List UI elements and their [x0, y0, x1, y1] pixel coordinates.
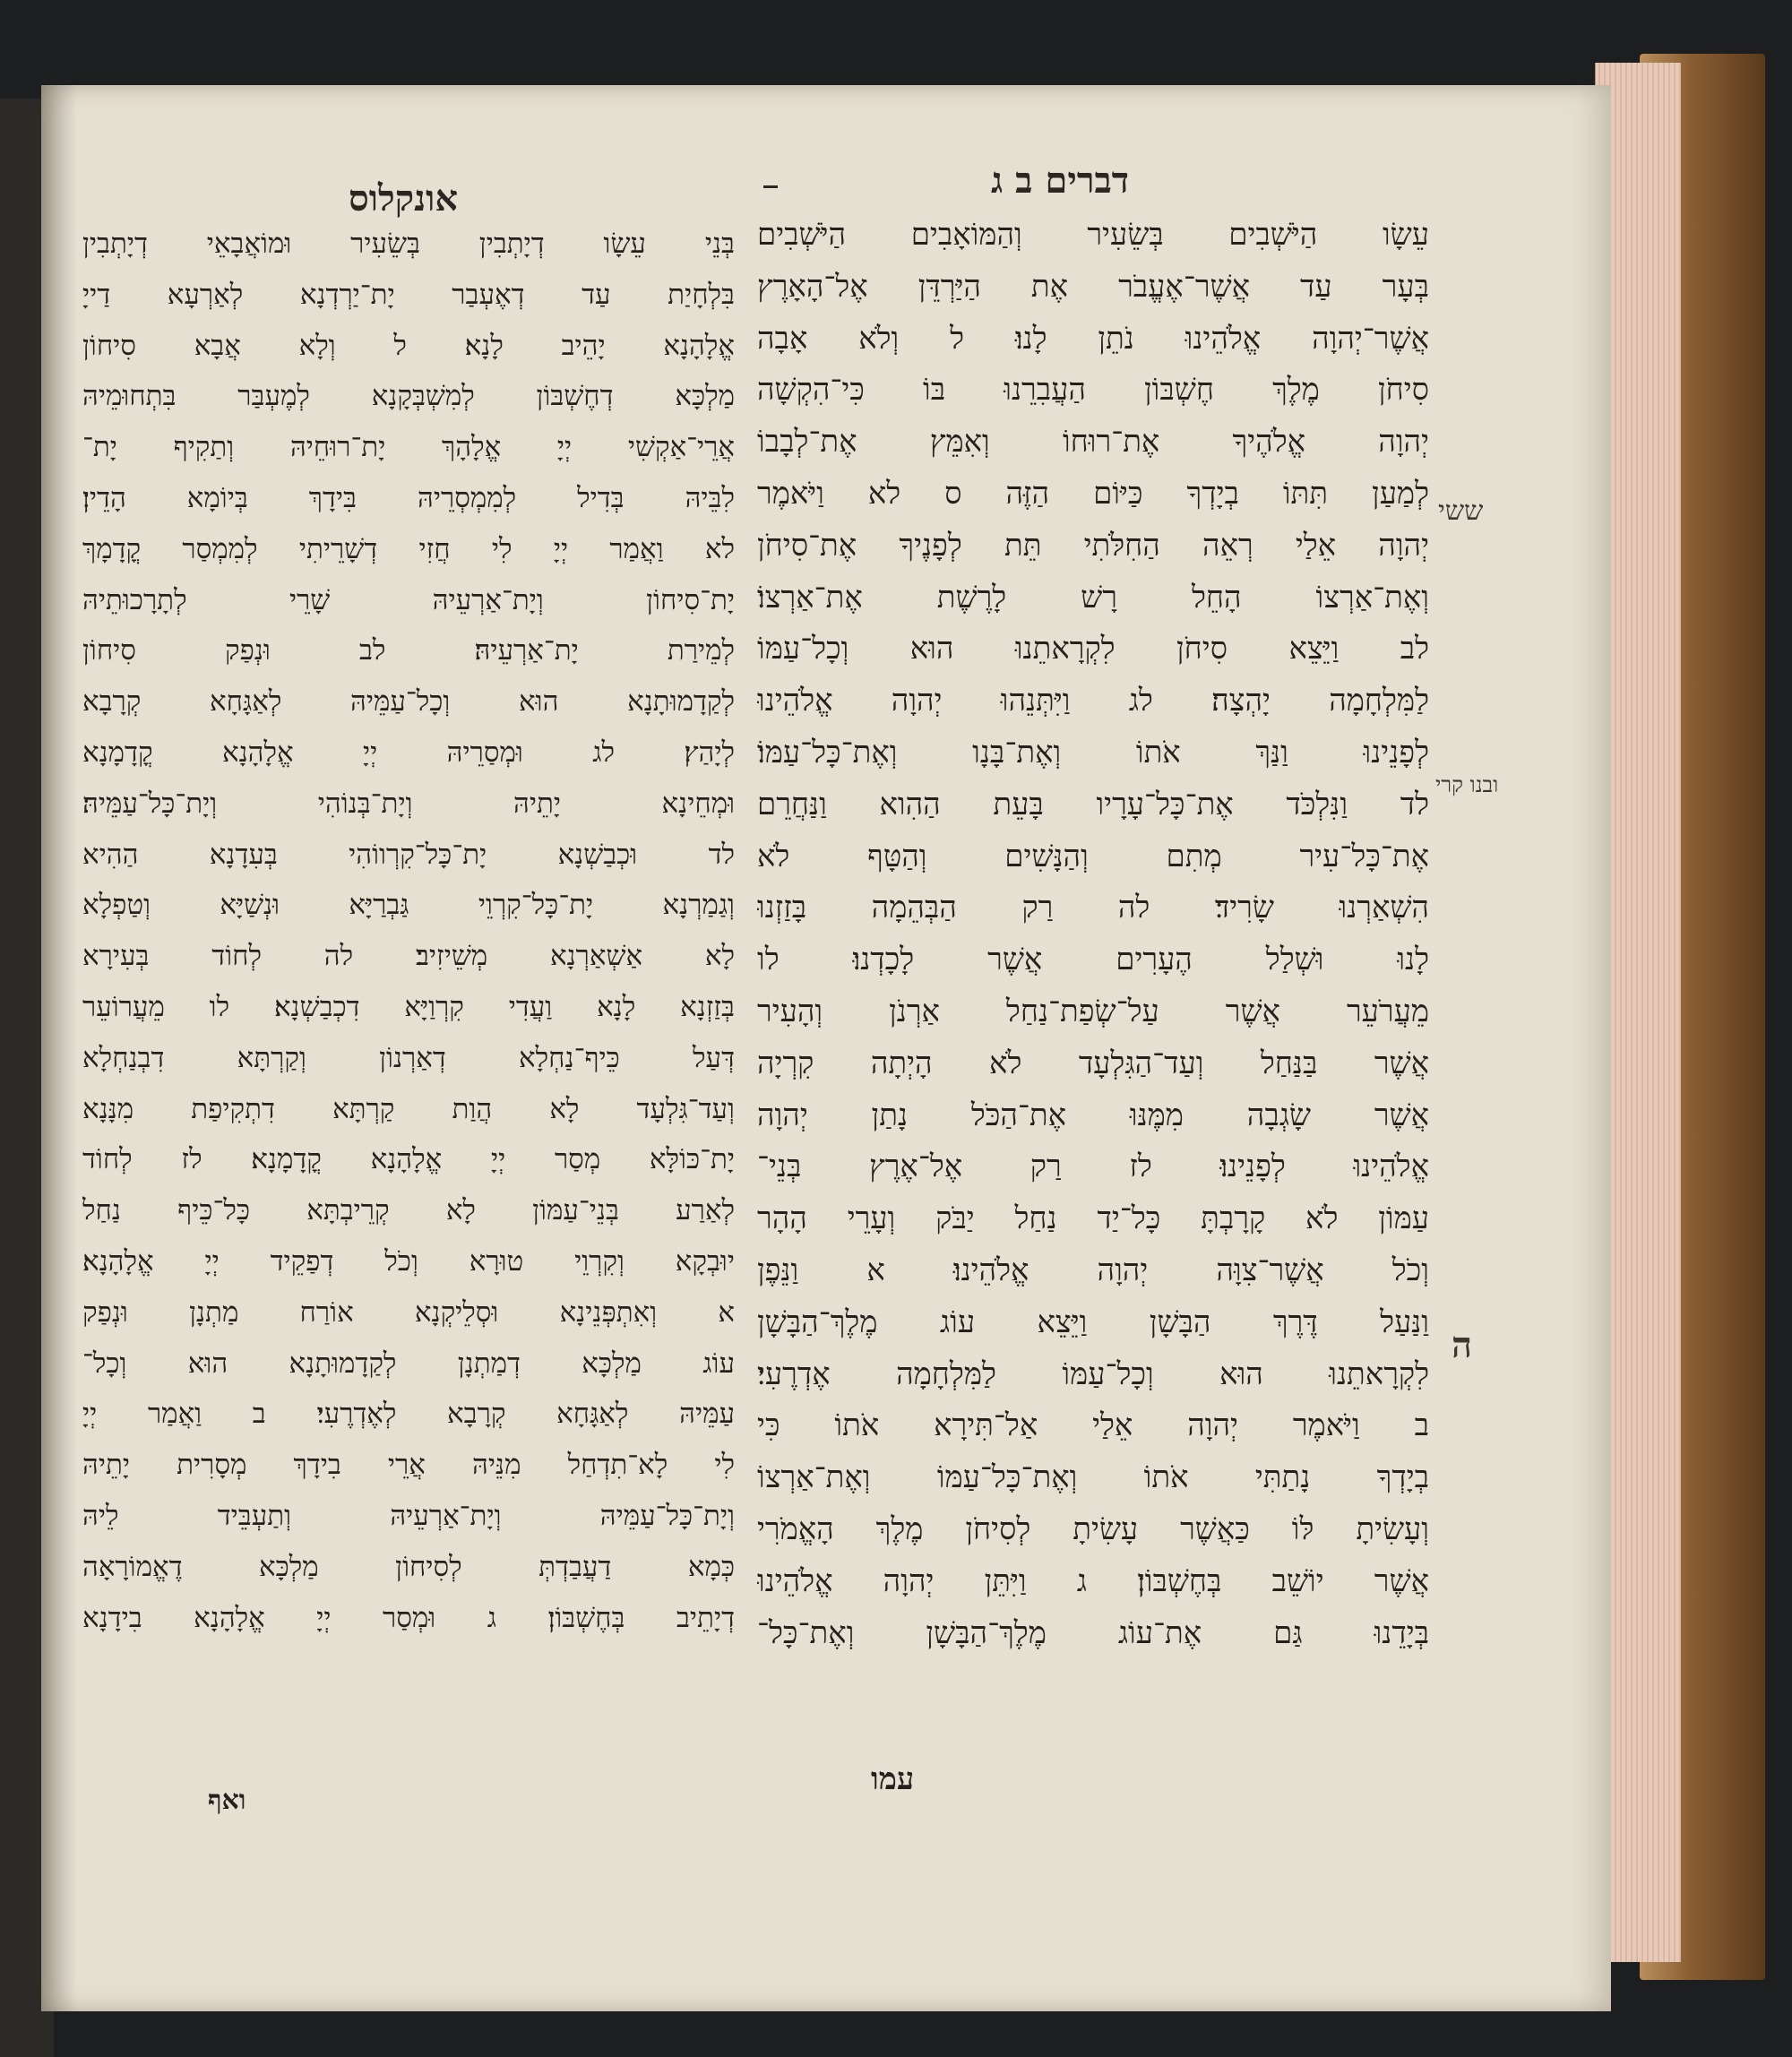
onkelos-line: דְיָתֵיב בְּחֶשְׁבּוֹן׃ ג וּמְסַר יְיָ אֱלָהָנָא בִידָנָא: [82, 1601, 735, 1634]
hebrew-line: מֵעֲרֹעֵר אֲשֶׁר עַל־שְׂפַת־נַחַל אַרְנֹן וְהָעִיר: [757, 993, 1429, 1029]
onkelos-column: [82, 219, 735, 1643]
onkelos-line: דְּעַל כֵּיף־נַחְלָא דְאַרְנוֹן וְקַרְתָּא דִבְנַחְלָא: [82, 1041, 735, 1074]
hebrew-line: וַנַּעַל דֶּרֶךְ הַבָּשָׁן וַיֵּצֵא עוֹג מֶלֶךְ־הַבָּשָׁן: [757, 1304, 1429, 1340]
hebrew-line: סִיחֹן מֶלֶךְ חֶשְׁבּוֹן הַעֲבִרֵנוּ בּוֹ כִּי־הִקְשָׁה: [757, 372, 1429, 409]
hebrew-line: וְכֹל אֲשֶׁר־צִוָּה יְהוָה אֱלֹהֵינוּ׃ א וַנֵּפֶן: [757, 1252, 1429, 1288]
hebrew-line: עֵשָׂו הַיֹּשְׁבִים בְּשֵׂעִיר וְהַמּוֹאָבִים הַיֹּשְׁבִים: [757, 217, 1429, 253]
onkelos-line: אֲרֵי־אַקְשִׁי יְיָ אֱלָהָךְ יָת־רוּחֵיהּ וְתַקִיף יָת־: [82, 431, 735, 464]
onkelos-line: לְמֵירַת יָת־אַרְעֵיהּ׃ לב וּנְפַק סִיחוֹן: [82, 634, 735, 667]
onkelos-line: א וְאִתְפְּנֵינָא וּסְלֵיקְנָא אוֹרַח מַתְנָן וּנְפַק: [82, 1295, 735, 1329]
hebrew-line: בְּיָדֵנוּ גַּם אֶת־עוֹג מֶלֶךְ־הַבָּשָׁן וְאֶת־כָּל־: [757, 1614, 1429, 1651]
hebrew-line: לָנוּ וּשְׁלַל הֶעָרִים אֲשֶׁר לָכָדְנוּ׃ לו: [757, 942, 1429, 978]
onkelos-line: וְיָת־כָּל־עַמֵּיהּ וְיָת־אַרְעֵיהּ וְתַעְבֵּיד לֵיהּ: [82, 1499, 735, 1532]
hebrew-line: לְמַעַן תִּתּוֹ בְיָדְךָ כַּיּוֹם הַזֶּה ס לא וַיֹּאמֶר: [757, 475, 1429, 512]
onkelos-line: בְּזַזְנָא לָנָא וַעֲדִי קִרְוַיָּא דִכְבַשְׁנָא׃ לו מֵעֲרוֹעֵר: [82, 990, 735, 1023]
onkelos-line: מַלְכָּא דְחֶשְׁבּוֹן לְמִשְׁבְּקָנָא לְמֶעְבַּר בִּתְחוּמֵיהּ: [82, 380, 735, 413]
hebrew-line: לְפָנֵינוּ וַנַּךְ אֹתוֹ וְאֶת־בָּנָו וְאֶת־כָּל־עַמּוֹ׃: [757, 734, 1429, 770]
onkelos-line: לד וּכְבַשְׁנָא יָת־כָּל־קִרְווֹהִי בְּעִדָנָא הַהִיא: [82, 838, 735, 871]
hebrew-line: יְהוָה אֵלַי רְאֵה הַחִלֹּתִי תֵּת לְפָנֶיךָ אֶת־סִיחֹן: [757, 527, 1429, 564]
hebrew-line: הִשְׁאַרְנוּ שָׂרִיד׃ לה רַק הַבְּהֵמָה בָּזַזְנוּ: [757, 890, 1429, 926]
hebrew-line: וְאֶת־אַרְצוֹ הָחֵל רָשׁ לָרֶשֶׁת אֶת־אַרְצוֹ׃: [757, 579, 1429, 615]
hebrew-line: עַמּוֹן לֹא קָרָבְתָּ כָּל־יַד נַחַל יַבֹּק וְעָרֵי הָהָר: [757, 1201, 1429, 1237]
onkelos-line: לִי לָא־תִדְחַל מִנֵּיהּ אֲרֵי בִידָךְ מְסָרִית יָתֵיהּ: [82, 1449, 735, 1482]
onkelos-line: לִבֵּיהּ בְּדִיל לְמִמְסְרֵיהּ בִּידָךְ בְּיוֹמָא הָדֵין׃: [82, 481, 735, 514]
onkelos-line: אֱלָהָנָא יָהֵיב לָנָא׃ ל וְלָא אֲבָא סִיחוֹן: [82, 329, 735, 362]
hebrew-line: אֲשֶׁר־יְהוָה אֱלֹהֵינוּ נֹתֵן לָנוּ׃ ל וְלֹא אָבָה: [757, 320, 1429, 357]
devarim-running-title: דברים ב ג: [991, 159, 1129, 202]
hebrew-line: ב וַיֹּאמֶר יְהוָה אֵלַי אַל־תִּירָא אֹתוֹ כִּי: [757, 1407, 1429, 1444]
hebrew-line: בְיָדְךָ נָתַתִּי אֹתוֹ וְאֶת־כָּל־עַמּוֹ וְאֶת־אַרְצוֹ: [757, 1459, 1429, 1496]
hebrew-line: וְעָשִׂיתָ לּוֹ כַּאֲשֶׁר עָשִׂיתָ לְסִיחֹן מֶלֶךְ הָאֱמֹרִי: [757, 1510, 1429, 1547]
margin-note-qeri: ובנו קרי: [1435, 772, 1499, 797]
onkelos-line: עַמֵּיהּ לְאַגָּחָא קְרָבָא לְאֶדְרֶעִי׃ ב וַאֲמַר יְיָ: [82, 1398, 735, 1431]
onkelos-line: לְאַרַע בְּנֵי־עַמּוֹן לָא קְרֵיבְתָּא כָּל־כֵּיף נַחַל: [82, 1194, 735, 1227]
onkelos-line: כְּמָא דַעֲבַדְתְּ לְסִיחוֹן מַלְכָּא דֶאֱמוֹרָאָה: [82, 1550, 735, 1583]
onkelos-line: לא וַאֲמַר יְיָ לִי חֲזִי דְשָׁרֵיתִי לְמִמְסַר קֳדָמָךְ: [82, 532, 735, 565]
onkelos-line: יָת־סִיחוֹן וְיָת־אַרְעֵיהּ שָׁרֵי לְתָרָכוּתֵיהּ: [82, 583, 735, 616]
onkelos-line: עוֹג מַלְכָּא דְמַתְנָן לְקַדָמוּתָנָא הוּא וְכָל־: [82, 1347, 735, 1380]
hebrew-line: אֲשֶׁר בַּנַּחַל וְעַד־הַגִּלְעָד לֹא הָיְתָה קִרְיָה: [757, 1045, 1429, 1081]
hebrew-line: אֱלֹהֵינוּ לְפָנֵינוּ׃ לז רַק אֶל־אֶרֶץ בְּנֵי־: [757, 1149, 1429, 1185]
onkelos-line: וְגַמַרְנָא יָת־כָּל־קִרְוֵי גַּבְרַיָּא וּנְשַׁיָּא וְטַפְלָא: [82, 889, 735, 922]
onkelos-line: בִּלְחָיַת עַד דְאֶעְבַר יָת־יַרְדְנָא לְאַרְעָא דַייָ: [82, 278, 735, 311]
onkelos-line: בְּנֵי עֵשָׂו דְיָתְבִין בְּשֵׂעִיר וּמוֹאֲבָאֵי דְיָתְבִין: [82, 228, 735, 260]
hebrew-line: אֶת־כָּל־עִיר מְתִם וְהַנָּשִׁים וְהַטָּף לֹא: [757, 838, 1429, 874]
onkelos-line: וְעַד־גִּלְעָד לָא הֲוַת קַרְתָּא דִתְקִיפַת מִנָּנָא: [82, 1092, 735, 1125]
onkelos-line: לְקַדָמוּתָנָא הוּא וְכָל־עַמֵּיהּ לְאַגָּחָא קְרָבָא: [82, 685, 735, 719]
header-dash: [763, 185, 778, 188]
onkelos-line: וּמְחֵינָא יָתֵיהּ וְיָת־בְּנוֹהִי וְיָת־כָּל־עַמֵּיהּ׃: [82, 787, 735, 820]
catchword-right: עמו: [871, 1761, 915, 1797]
gutter-shadow: [41, 85, 77, 2011]
hebrew-line: אֲשֶׁר שָׂגְבָה מִמֶּנּוּ אֶת־הַכֹּל נָתַן יְהוָה: [757, 1097, 1429, 1133]
hebrew-line: לַמִּלְחָמָה יָהְצָה׃ לג וַיִּתְּנֵהוּ יְהוָה אֱלֹהֵינוּ: [757, 683, 1429, 719]
hebrew-line: יְהוָה אֱלֹהֶיךָ אֶת־רוּחוֹ וְאִמֵּץ אֶת־לְבָבוֹ: [757, 424, 1429, 460]
hebrew-line: אֲשֶׁר יוֹשֵׁב בְּחֶשְׁבּוֹן׃ ג וַיִּתֵּן יְהוָה אֱלֹהֵינוּ: [757, 1562, 1429, 1599]
onkelos-line: לָא אַשְׁאַרְנָא מְשֵׁיזִיב׃ לה לְחוֹד בְּעִירָא: [82, 940, 735, 973]
hebrew-line: לד וַנִּלְכֹּד אֶת־כָּל־עָרָיו בָּעֵת הַהִוא וַנַּחֲרֵם: [757, 786, 1429, 822]
hebrew-line: לב וַיֵּצֵא סִיחֹן לִקְרָאתֵנוּ הוּא וְכָל־עַמּוֹ: [757, 631, 1429, 667]
onkelos-line: יָת־כּוֹלָּא מְסַר יְיָ אֱלָהָנָא קֳדָמָנָא׃ לז לְחוֹד: [82, 1143, 735, 1176]
hebrew-text-column: [757, 210, 1429, 1659]
margin-note-mark: ה: [1452, 1324, 1473, 1366]
hebrew-line: בְּעָר עַד אֲשֶׁר־אֶעֱבֹר אֶת הַיַּרְדֵּן אֶל־הָאָרֶץ: [757, 268, 1429, 305]
onkelos-running-title: אונקלוס: [348, 177, 459, 219]
catchword-left: ואף: [208, 1785, 246, 1816]
onkelos-line: לְיָהַץ׃ לג וּמְסַרֵיהּ יְיָ אֱלָהָנָא קֳדָמָנָא: [82, 736, 735, 769]
onkelos-line: יוּבְקָא וְקִרְוֵי טוּרָא וְכֹל דְפַקֵיד יְיָ אֱלָהָנָא׃: [82, 1244, 735, 1278]
hebrew-line: לִקְרָאתֵנוּ הוּא וְכָל־עַמּוֹ לַמִּלְחָמָה אֶדְרֶעִי׃: [757, 1356, 1429, 1392]
margin-note-shishi: ששי: [1438, 495, 1484, 527]
